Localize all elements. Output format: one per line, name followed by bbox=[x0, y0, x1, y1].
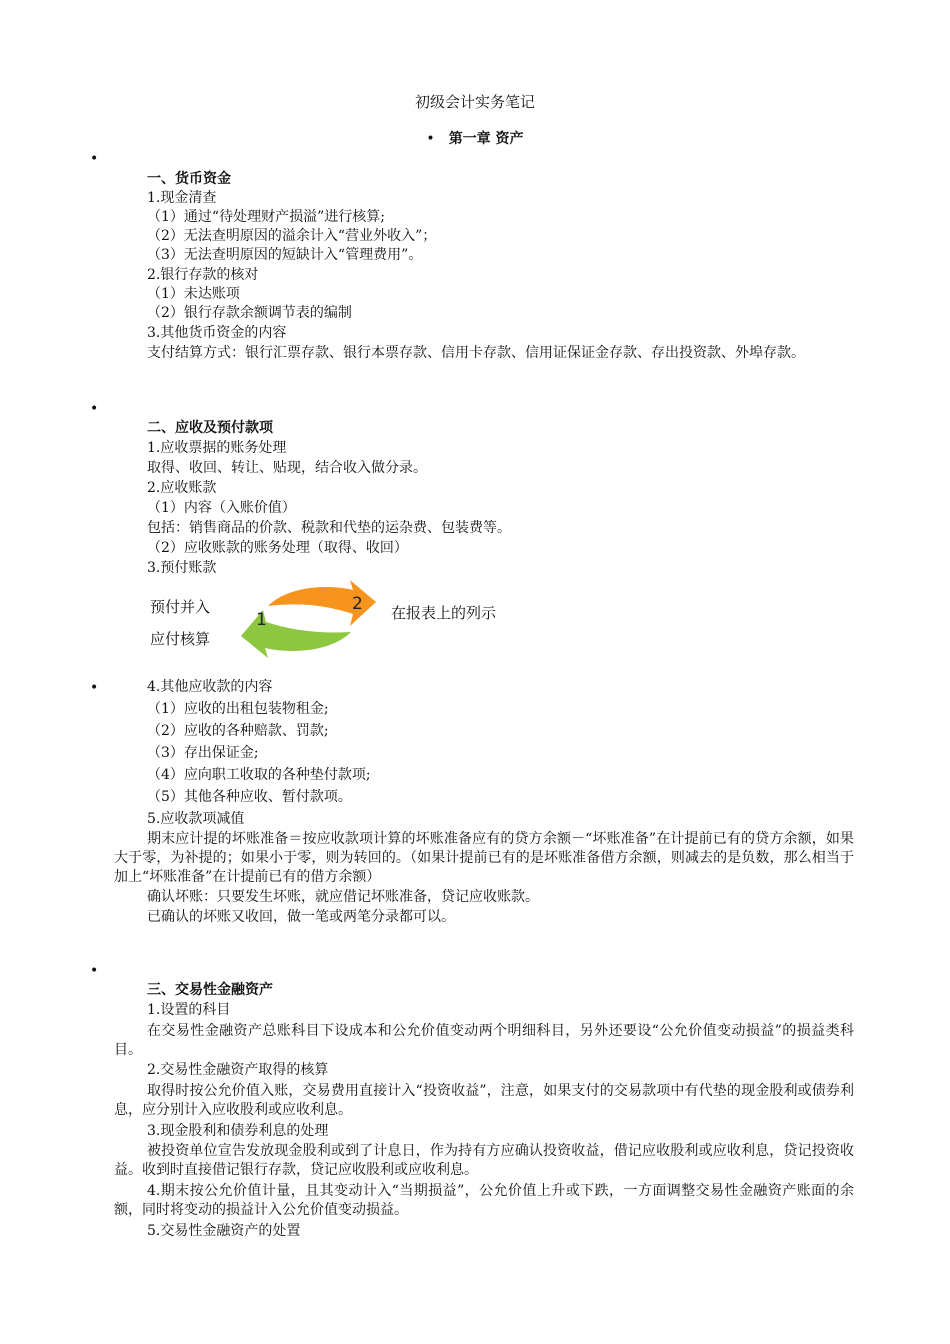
text-line: （5）其他各种应收、暂付款项。 bbox=[147, 789, 352, 805]
chapter-heading bbox=[0, 130, 950, 149]
text-line: 2.银行存款的核对 bbox=[147, 267, 259, 283]
text-line: 包括：销售商品的价款、税款和代垫的运杂费、包装费等。 bbox=[147, 520, 511, 536]
text-line: （1）未达账项 bbox=[147, 286, 240, 302]
diagram-label-right: 在报表上的列示 bbox=[391, 604, 497, 622]
diagram-label-left-top: 预付并入 bbox=[150, 598, 211, 616]
document-title: 初级会计实务笔记 bbox=[414, 93, 535, 111]
bullet-marker: • bbox=[90, 401, 99, 417]
text-line: （2）应收账款的账务处理（取得、收回） bbox=[147, 540, 408, 556]
paragraph: 支付结算方式：银行汇票存款、银行本票存款、信用卡存款、信用证保证金存款、存出投资款、外埠存款。 bbox=[147, 345, 805, 361]
bullet-marker: • bbox=[90, 151, 99, 167]
paragraph: 在交易性金融资产总账科目下设成本和公允价值变动两个明细科目，另外还要设“公允价值变动损益”的损益类科目。 bbox=[114, 1023, 854, 1058]
text-line: 确认坏账：只要发生坏账，就应借记坏账准备，贷记应收账款。 bbox=[147, 889, 539, 905]
section-heading: 一、货币资金 bbox=[147, 171, 231, 187]
text-line: （2）应收的各种赔款、罚款; bbox=[147, 723, 329, 739]
text-line: （1）应收的出租包装物租金; bbox=[147, 701, 329, 717]
text-line: 1.现金清查 bbox=[147, 190, 217, 206]
bullet-marker: • bbox=[90, 680, 99, 696]
text-line: （2）银行存款余额调节表的编制 bbox=[147, 305, 352, 321]
text-line: （1）通过“待处理财产损溢”进行核算; bbox=[147, 209, 385, 225]
prepaid-cycle-diagram bbox=[145, 578, 535, 658]
text-line: （1）内容（入账价值） bbox=[147, 500, 296, 516]
text-line: 1.设置的科目 bbox=[147, 1002, 231, 1018]
text-line: 2.应收账款 bbox=[147, 480, 217, 496]
diagram-label-left-bottom: 应付核算 bbox=[150, 630, 211, 648]
text-line: 5.应收款项减值 bbox=[147, 811, 245, 827]
text-line: 3.现金股利和债券利息的处理 bbox=[147, 1123, 329, 1139]
text-line: 2.交易性金融资产取得的核算 bbox=[147, 1062, 329, 1078]
paragraph: 取得时按公允价值入账，交易费用直接计入“投资收益”，注意，如果支付的交易款项中有代垫的现金股利或债券利息，应分别计入应收股利或应收利息。 bbox=[114, 1083, 854, 1118]
bullet-marker: • bbox=[90, 963, 99, 979]
text-line: （3）存出保证金; bbox=[147, 745, 259, 761]
text-line: 已确认的坏账又收回，做一笔或两笔分录都可以。 bbox=[147, 909, 455, 925]
chapter-label: 第一章 资产 bbox=[448, 131, 524, 147]
text-line: 取得、收回、转让、贴现，结合收入做分录。 bbox=[147, 460, 427, 476]
text-line: （2）无法查明原因的溢余计入“营业外收入”； bbox=[147, 228, 437, 244]
text-line: 5.交易性金融资产的处置 bbox=[147, 1223, 301, 1239]
paragraph: 4.期末按公允价值计量，且其变动计入“当期损益”，公允价值上升或下跌，一方面调整交易性金融资产账面的余额，同时将变动的损益计入公允价值变动损益。 bbox=[114, 1183, 854, 1218]
section-heading: 二、应收及预付款项 bbox=[147, 420, 273, 436]
diagram-number-1: 1 bbox=[256, 610, 267, 630]
paragraph: 被投资单位宣告发放现金股利或到了计息日，作为持有方应确认投资收益，借记应收股利或应收利息，贷记投资收益。收到时直接借记银行存款，贷记应收股利或应收利息。 bbox=[114, 1143, 854, 1178]
text-line: 1.应收票据的账务处理 bbox=[147, 440, 287, 456]
text-line: 3.其他货币资金的内容 bbox=[147, 325, 287, 341]
text-line: 3.预付账款 bbox=[147, 560, 217, 576]
diagram-number-2: 2 bbox=[352, 594, 363, 614]
paragraph: 期末应计提的坏账准备＝按应收款项计算的坏账准备应有的贷方余额－“坏账准备”在计提前已有的贷方余额，如果大于零，为补提的；如果小于零，则为转回的。（如果计提前已有的是坏账准备借方余额，则减去的是负数，那么相当于加上“坏账准备”在计提前已有的借方余额） bbox=[114, 831, 854, 885]
section-heading: 三、交易性金融资产 bbox=[147, 982, 273, 998]
text-line: （4）应向职工收取的各种垫付款项; bbox=[147, 767, 371, 783]
text-line: （3）无法查明原因的短缺计入“管理费用”。 bbox=[147, 247, 423, 263]
chapter-bullet: • bbox=[426, 131, 435, 147]
text-line: 4.其他应收款的内容 bbox=[147, 679, 273, 695]
